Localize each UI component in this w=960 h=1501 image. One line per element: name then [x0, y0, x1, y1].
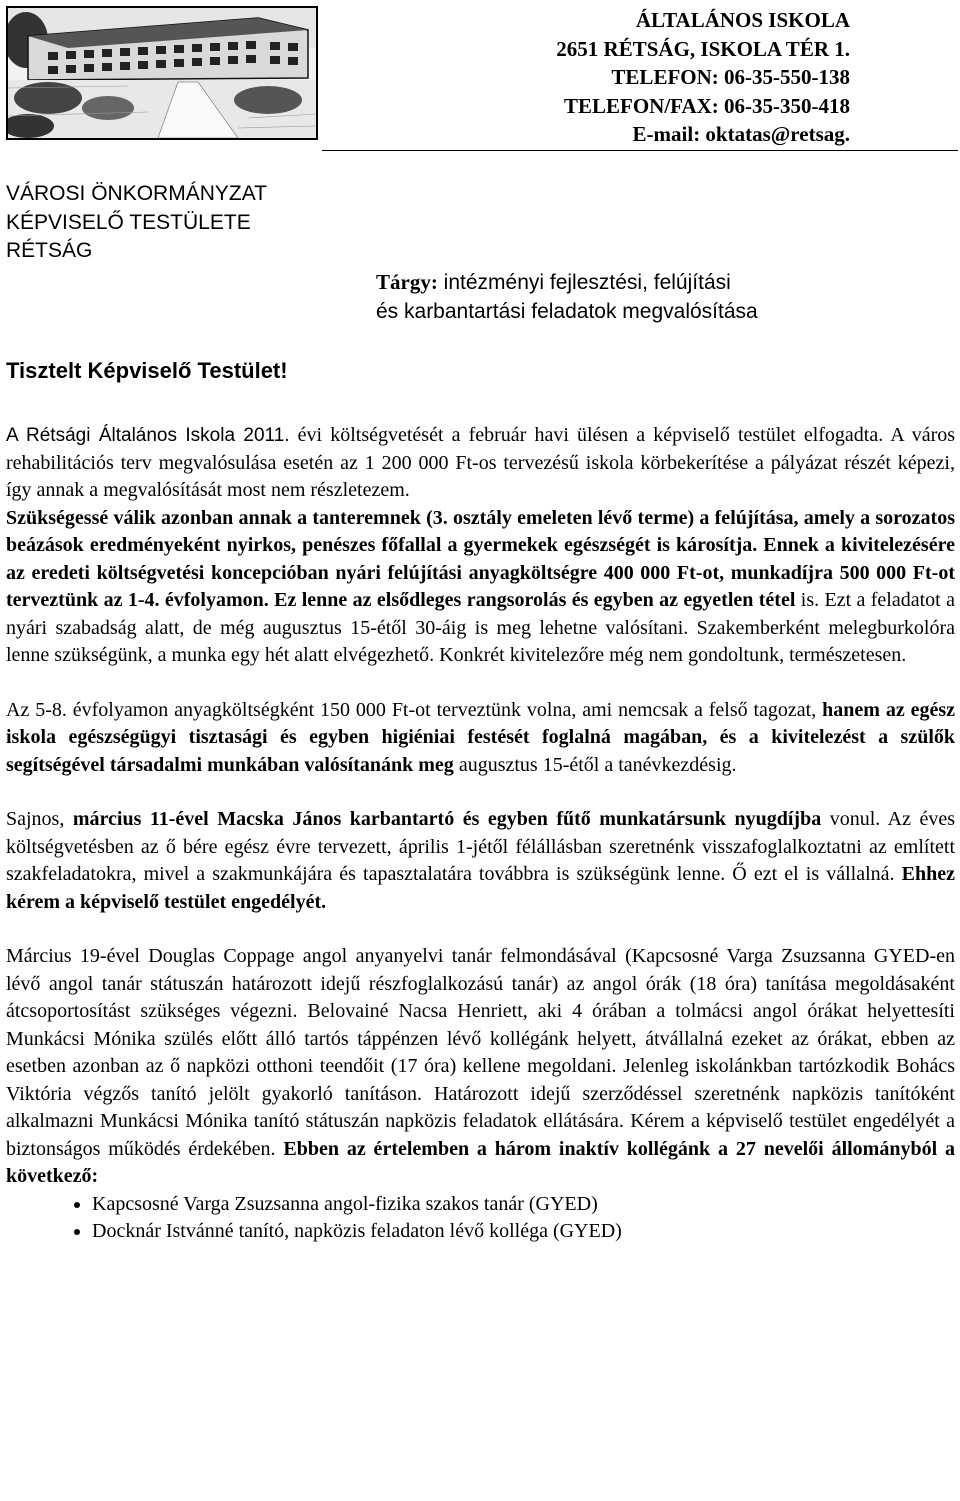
letter-body: [6, 422, 955, 1246]
paragraph-retirement-text: vonul. Az éves költségvetésben az ő bére egész évre tervezett, április 1-jétől félállásban szeretnénk visszafoglalkoztatni az említett szakfeladatokra, mivel a szakmunkájára és tapasztalatára továbbra is szükségünk lenne. Ő ezt el is vállalná.: [6, 808, 955, 885]
paragraph-retirement-request: Ehhez kérem a képviselő testület engedélyét.: [6, 863, 955, 913]
paragraph-painting: [6, 697, 955, 780]
school-email: E-mail: oktatas@retsag.: [632, 122, 850, 146]
school-building-image: [6, 6, 318, 140]
paragraph-budget-text: évi költségvetését a február havi ülésen a képviselő testület elfogadta. A város rehabilitációs terv megvalósulása esetén az 1 200 000 Ft-os tervezésű iskola körbekerítése a pályázat részét képezi, így annak a megvalósítását most nem részletezem.: [6, 424, 956, 501]
paragraph-classroom-text: is. Ezt a feladatot a nyári szabadság alatt, de még augusztus 15-étől 30-áig is meg lehetne valósítani. Szakemberként melegburkolóra lenne szükségünk, a munka egy hét alatt elvégezhető. Konkrét kivitelezőre még nem gondoltunk, természetesen.: [6, 589, 955, 666]
school-name: ÁLTALÁNOS ISKOLA: [635, 8, 850, 32]
salutation: Tisztelt Képviselő Testület!: [6, 358, 288, 383]
paragraph-painting-end: augusztus 15-étől a tanévkezdésig.: [453, 753, 737, 776]
recipient-block: [6, 180, 267, 266]
subject-text-line1: intézményi fejlesztési, felújítási: [437, 271, 731, 294]
school-letterhead: [330, 6, 850, 149]
paragraph-retirement-start: Sajnos,: [6, 808, 73, 830]
recipient-line: KÉPVISELŐ TESTÜLETE: [6, 210, 251, 234]
paragraph-budget-intro: A Rétsági Általános Iskola 2011.: [6, 425, 290, 446]
list-item: • Docknár Istvánné tanító, napközis feladaton lévő kolléga (GYED): [92, 1218, 955, 1246]
subject-text-line2: és karbantartási feladatok megvalósítása: [376, 299, 758, 323]
header-divider: [322, 150, 958, 151]
paragraph-retirement: [6, 806, 955, 916]
subject-block: [376, 268, 758, 326]
paragraph-budget: [6, 422, 955, 505]
list-item: • Kapcsosné Varga Zsuzsanna angol-fizika szakos tanár (GYED): [92, 1191, 955, 1219]
paragraph-classroom: [6, 505, 955, 670]
recipient-line: VÁROSI ÖNKORMÁNYZAT: [6, 182, 267, 205]
school-building-drawing: [8, 8, 316, 138]
school-phone: TELEFON: 06-35-550-138: [611, 65, 850, 89]
school-fax: TELEFON/FAX: 06-35-350-418: [563, 93, 850, 118]
recipient-line: RÉTSÁG: [6, 239, 93, 262]
paragraph-staffing-bold: Ebben az értelemben a három inaktív kollégánk a 27 nevelői állományból a következő:: [6, 1137, 955, 1187]
paragraph-classroom-bold: Szükségessé válik azonban annak a tanteremnek (3. osztály emeleten lévő terme) a felújítása, amely a sorozatos beázások eredményeként nyirkos, penészes főfallal a gyermekek egészségét is károsítja. Ennek a kivitelezésére az eredeti költségvetési koncepcióban nyári felújítási anyagköltségre 400 000 Ft-ot, munkadíjra 500 000 Ft-ot terveztünk az 1-4. évfolyamon. Ez lenne az elsődleges rangsorolás és egyben az egyetlen tétel: [6, 506, 955, 611]
school-address: 2651 RÉTSÁG, ISKOLA TÉR 1.: [556, 36, 850, 61]
paragraph-painting-bold: hanem az egész iskola egészségügyi tisztasági és egyben higiéniai festését foglalná magában, és a kivitelezést a szülők segítségével társadalmi munkában valósítanánk meg: [6, 698, 955, 776]
paragraph-retirement-bold: március 11-ével Macska János karbantartó és egyben fűtő munkatársunk nyugdíjba: [72, 808, 822, 830]
inactive-staff-list: [6, 1191, 955, 1246]
paragraph-staffing-text: Március 19-ével Douglas Coppage angol anyanyelvi tanár felmondásával (Kapcsosné Varga Zsuzsanna GYED-en lévő angol tanár státuszán határozott idejű részfoglalkozású tanár) az angol órák (18 óra) tanítása megoldásaként átcsoportosítást szükséges végezni. Belovainé Nacsa Henriett, aki 4 órában a tolmácsi angol órákat helyettesíti Munkácsi Mónika szülés előtt álló tartós táppénzen lévő kollégánk helyett, átvállalná ezeket az órákat, ebben az esetben azonban az ő napközi otthoni teendőit (17 óra) kellene megoldani. Jelenleg iskolánkban tartózkodik Bohács Viktória végzős tanító jelölt gyakorló tanításon. Határozott idejű szerződéssel szeretnénk napközis tanítóként alkalmazni Munkácsi Mónika tanító státuszán napközis feladatok ellátására. Kérem a képviselő testület engedélyét a biztonságos működés érdekében.: [6, 945, 955, 1160]
paragraph-painting-text: Az 5-8. évfolyamon anyagköltségként 150 000 Ft-ot terveztünk volna, ami nemcsak a felső tagozat,: [6, 698, 823, 721]
paragraph-staffing: [6, 943, 955, 1191]
subject-label: Tárgy:: [376, 270, 438, 294]
